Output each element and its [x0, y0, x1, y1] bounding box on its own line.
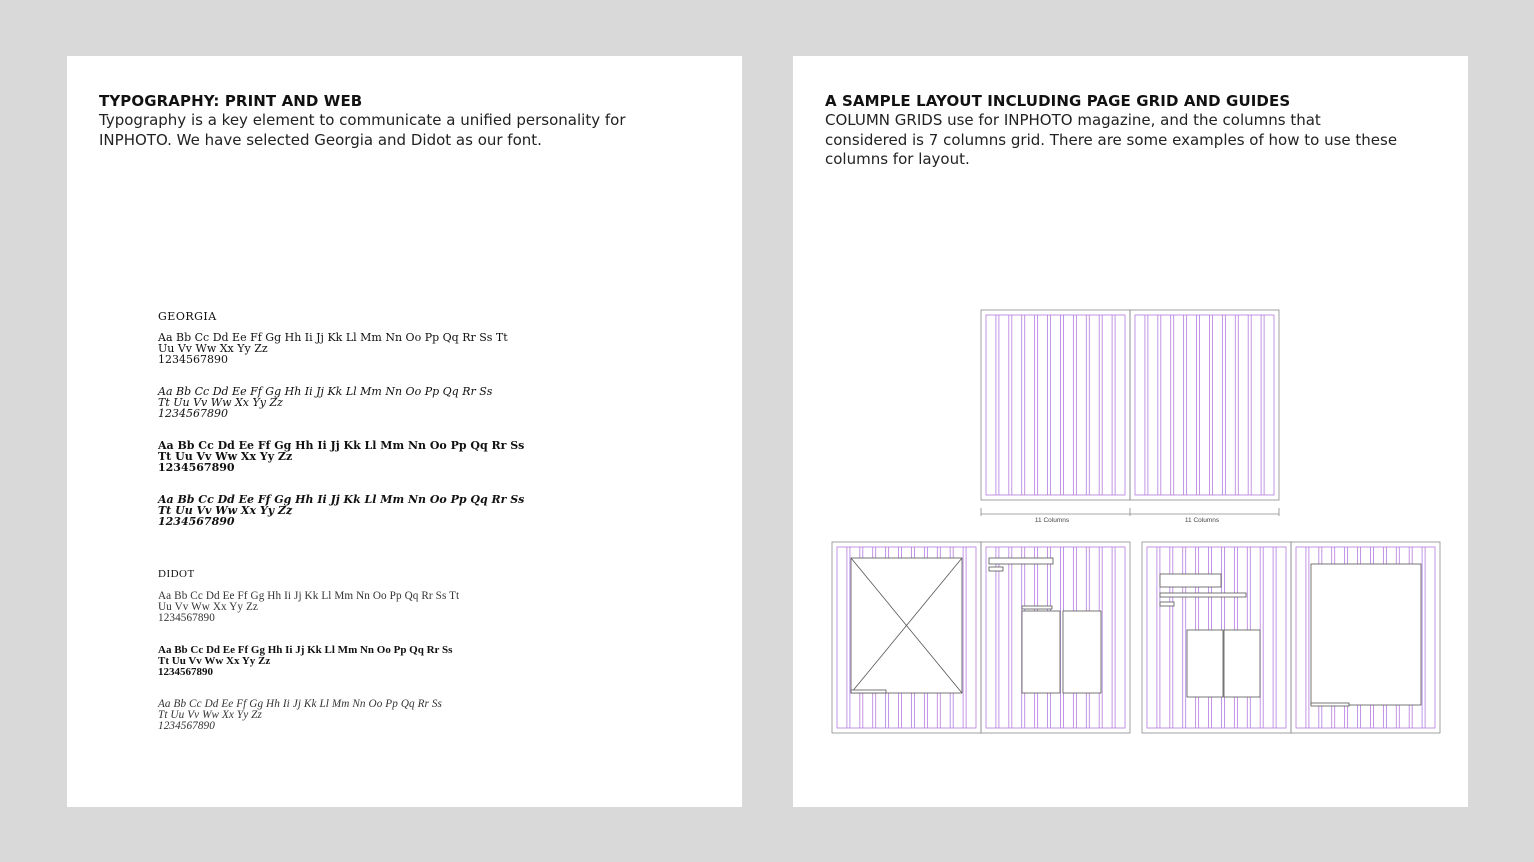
- layout-grid-diagram: [793, 56, 1468, 807]
- content-box: [1311, 564, 1421, 705]
- specimen-line: Aa Bb Cc Dd Ee Ff Gg Hh Ii Jj Kk Ll Mm Nn Oo Pp Qq Rr Ss: [158, 385, 493, 398]
- content-box: [1311, 703, 1349, 706]
- content-box: [989, 567, 1003, 571]
- page-outline: [1130, 310, 1279, 500]
- specimen-line: 1234567890: [158, 611, 215, 624]
- specimen-line: Aa Bb Cc Dd Ee Ff Gg Hh Ii Jj Kk Ll Mm Nn Oo Pp Qq Rr Ss Tt: [158, 331, 508, 344]
- column-count-label: 11 Columns: [1184, 517, 1220, 524]
- georgia-bold-specimen: [158, 441, 578, 473]
- specimen-line: Aa Bb Cc Dd Ee Ff Gg Hh Ii Jj Kk Ll Mm Nn Oo Pp Qq Rr Ss: [158, 493, 525, 506]
- layout-heading: A SAMPLE LAYOUT INCLUDING PAGE GRID AND GUIDES: [825, 92, 1291, 110]
- specimen-line: Tt Uu Vv Ww Xx Yy Zz: [158, 503, 293, 517]
- margin-guide: [986, 315, 1125, 495]
- content-box: [1063, 611, 1101, 693]
- content-box: [1022, 611, 1060, 693]
- content-box: [1160, 602, 1174, 606]
- description-line: Typography is a key element to communicate a unified personality for: [99, 111, 626, 129]
- content-box: [1224, 630, 1260, 697]
- layout-page: [793, 56, 1468, 807]
- didot-regular-specimen: [158, 591, 578, 623]
- content-box: [1160, 593, 1246, 597]
- content-box: [1160, 574, 1221, 587]
- specimen-line: Tt Uu Vv Ww Xx Yy Zz: [158, 395, 283, 409]
- specimen-line: 1234567890: [158, 352, 228, 366]
- didot-italic-specimen: [158, 699, 578, 731]
- description-line: INPHOTO. We have selected Georgia and Didot as our font.: [99, 130, 542, 149]
- description-line: COLUMN GRIDS use for INPHOTO magazine, and the columns that: [825, 111, 1321, 129]
- specimen-line: Tt Uu Vv Ww Xx Yy Zz: [158, 708, 262, 721]
- content-box: [989, 558, 1053, 564]
- specimen-line: 1234567890: [158, 514, 235, 528]
- specimen-line: Aa Bb Cc Dd Ee Ff Gg Hh Ii Jj Kk Ll Mm Nn Oo Pp Qq Rr Ss: [158, 698, 443, 710]
- specimen-line: 1234567890: [158, 406, 228, 420]
- typography-page: [67, 56, 742, 807]
- margin-guide: [1135, 315, 1274, 495]
- specimen-line: Uu Vv Ww Xx Yy Zz: [158, 600, 258, 613]
- georgia-regular-specimen: [158, 333, 578, 365]
- content-box: [851, 690, 886, 693]
- column-count-label: 11 Columns: [1034, 517, 1070, 524]
- typography-heading: TYPOGRAPHY: PRINT AND WEB: [99, 92, 363, 110]
- specimen-line: Aa Bb Cc Dd Ee Ff Gg Hh Ii Jj Kk Ll Mm Nn Oo Pp Qq Rr Ss: [158, 644, 453, 656]
- specimen-line: 1234567890: [158, 460, 235, 474]
- didot-title: DIDOT: [158, 568, 195, 580]
- specimen-line: Aa Bb Cc Dd Ee Ff Gg Hh Ii Jj Kk Ll Mm Nn Oo Pp Qq Rr Ss Tt: [158, 590, 460, 602]
- specimen-line: Tt Uu Vv Ww Xx Yy Zz: [158, 654, 271, 667]
- georgia-bold-italic-specimen: [158, 495, 578, 527]
- description-line: columns for layout.: [825, 150, 970, 168]
- specimen-line: 1234567890: [158, 665, 213, 678]
- column-dimension: [981, 508, 1279, 524]
- layout-content-boxes: [851, 558, 1421, 706]
- specimen-line: 1234567890: [158, 719, 215, 732]
- georgia-title: GEORGIA: [158, 310, 217, 323]
- description-line: considered is 7 columns grid. There are some examples of how to use these: [825, 130, 1398, 149]
- content-box: [1187, 630, 1223, 697]
- page-outline: [981, 310, 1130, 500]
- specimen-line: Aa Bb Cc Dd Ee Ff Gg Hh Ii Jj Kk Ll Mm Nn Oo Pp Qq Rr Ss: [158, 439, 525, 452]
- specimen-line: Uu Vv Ww Xx Yy Zz: [158, 341, 268, 355]
- didot-bold-specimen: [158, 645, 578, 677]
- content-box: [1022, 606, 1052, 609]
- specimen-line: Tt Uu Vv Ww Xx Yy Zz: [158, 449, 293, 463]
- typography-description: [99, 111, 729, 150]
- georgia-italic-specimen: [158, 387, 578, 419]
